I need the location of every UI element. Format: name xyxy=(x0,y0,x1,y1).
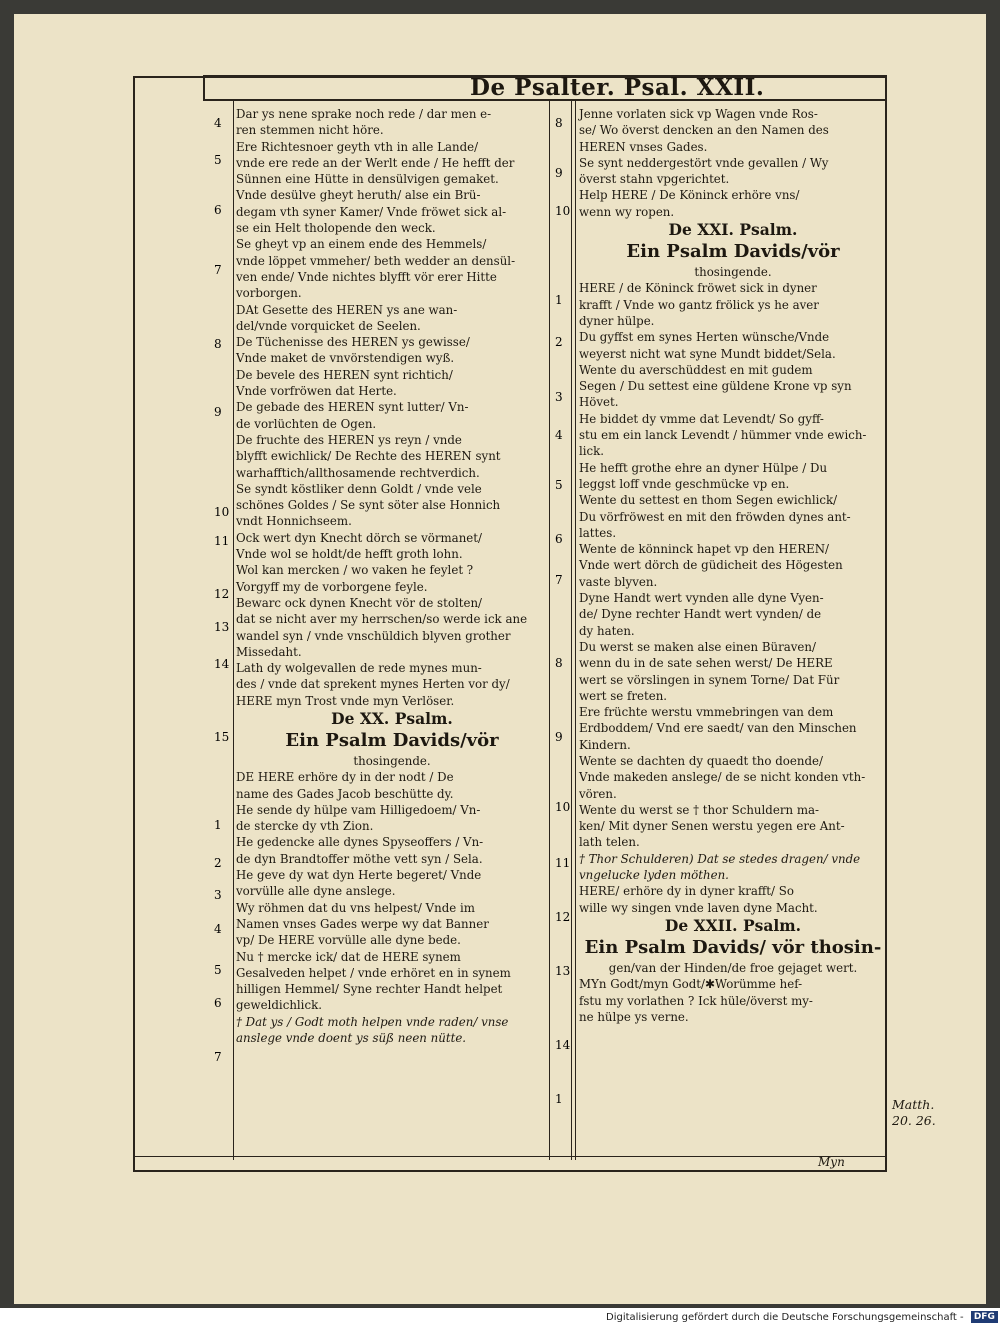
left-verse-rule xyxy=(233,101,234,1160)
text-line: Bewarc ock dynen Knecht vör de stolten/ xyxy=(236,595,483,610)
text-line: wenn du in de sate sehen werst/ De HERE xyxy=(579,656,833,671)
text-line: vnde ere rede an der Werlt ende / He hefft der xyxy=(236,155,515,170)
text-line: Sünnen eine Hütte in densülvigen gemaket. xyxy=(236,172,499,187)
text-line: ven ende/ Vnde nichtes blyfft vör erer Hitte xyxy=(236,269,497,284)
text-line: Gesalveden helpet / vnde erhöret en in synem xyxy=(236,965,511,980)
text-line: de dyn Brandtoffer möthe vett syn / Sela. xyxy=(236,851,483,866)
bottom-rule xyxy=(133,1156,887,1157)
running-title: De Psalter. Psal. XXII. xyxy=(470,74,765,101)
text-line: del/vnde vorquicket de Seelen. xyxy=(236,318,421,333)
text-line: Erdboddem/ Vnd ere saedt/ van den Minschen xyxy=(579,721,857,736)
verse-number: 1 xyxy=(555,1092,563,1106)
psalm-subheading: Ein Psalm Davids/vör xyxy=(285,729,499,751)
text-line: Se syndt köstliker denn Goldt / vnde vele xyxy=(236,481,482,496)
verse-number: 5 xyxy=(214,963,222,977)
text-line: vndt Honnichseem. xyxy=(236,514,352,529)
verse-number: 1 xyxy=(214,818,222,832)
verse-number: 12 xyxy=(214,587,230,601)
psalm-subtitle: gen/van der Hinden/de froe gejaget wert. xyxy=(608,960,858,975)
text-line: vnde löppet vmmeher/ beth wedder an densül- xyxy=(236,253,516,268)
text-line: dy haten. xyxy=(579,623,635,638)
text-line: Dar ys nene sprake noch rede / dar men e- xyxy=(236,107,492,121)
text-line: blyfft ewichlick/ De Rechte des HEREN synt xyxy=(236,449,501,464)
verse-number: 4 xyxy=(214,922,222,936)
text-line: Se gheyt vp an einem ende des Hemmels/ xyxy=(236,237,487,252)
column-divider-right xyxy=(575,101,576,1160)
text-line: Namen vnses Gades werpe wy dat Banner xyxy=(236,916,489,931)
verse-number: 5 xyxy=(555,478,563,492)
text-line: schönes Goldes / Se synt söter alse Honnich xyxy=(236,498,501,513)
verse-number: 14 xyxy=(555,1038,571,1052)
text-line: wille wy singen vnde laven dyne Macht. xyxy=(579,900,818,915)
verse-number: 6 xyxy=(214,203,222,217)
verse-number: 1 xyxy=(555,293,563,307)
text-line: wandel syn / vnde vnschüldich blyven grother xyxy=(236,628,511,643)
text-line: He sende dy hülpe vam Hilligedoem/ Vn- xyxy=(236,802,481,817)
text-line: des / vnde dat sprekent mynes Herten vor dy/ xyxy=(236,677,510,692)
psalm-subtitle: thosingende. xyxy=(694,265,772,280)
verse-number: 9 xyxy=(555,166,563,180)
verse-number: 13 xyxy=(555,964,571,978)
text-line: vaste blyven. xyxy=(579,574,658,589)
verse-number: 8 xyxy=(555,116,563,130)
right-verse-rule xyxy=(571,101,572,1160)
digitization-footer xyxy=(606,1311,998,1323)
catchword: Myn xyxy=(818,1155,845,1169)
text-line: Vnde desülve gheyt heruth/ alse ein Brü- xyxy=(236,188,481,203)
verse-number: 4 xyxy=(555,428,563,442)
margin-reference: Matth. 20. 26. xyxy=(892,1097,936,1128)
text-line: lattes. xyxy=(579,525,617,540)
text-line: Ock wert dyn Knecht dörch se vörmanet/ xyxy=(236,530,482,545)
text-line: Hövet. xyxy=(579,395,619,410)
text-line: dyner hülpe. xyxy=(579,313,655,328)
verse-number: 7 xyxy=(214,1050,222,1064)
verse-number: 11 xyxy=(555,856,571,870)
verse-number: 10 xyxy=(555,800,571,814)
verse-number: 7 xyxy=(555,573,563,587)
text-line: Nu † mercke ick/ dat de HERE synem xyxy=(236,949,461,964)
text-line: de stercke dy vth Zion. xyxy=(236,819,374,834)
text-line: MYn Godt/myn Godt/✱Worümme hef- xyxy=(579,977,803,992)
text-line: vorborgen. xyxy=(236,286,302,301)
text-line: He biddet dy vmme dat Levendt/ So gyff- xyxy=(579,411,824,426)
text-line: HEREN vnses Gades. xyxy=(579,139,708,154)
text-line: HERE myn Trost vnde myn Verlöser. xyxy=(236,693,455,708)
psalm-subheading: Ein Psalm Davids/vör xyxy=(626,241,840,263)
verse-number: 10 xyxy=(555,204,571,218)
text-line: Du vörfröwest en mit den fröwden dynes ant- xyxy=(579,509,851,524)
text-line: Help HERE / De Köninck erhöre vns/ xyxy=(579,188,800,203)
text-line: Ere früchte werstu vmmebringen van dem xyxy=(579,705,834,720)
text-line: name des Gades Jacob beschütte dy. xyxy=(236,786,454,801)
text-line: He geve dy wat dyn Herte begeret/ Vnde xyxy=(236,868,482,883)
text-line: Se synt neddergestört vnde gevallen / Wy xyxy=(579,155,829,170)
text-line: de vorlüchten de Ogen. xyxy=(236,416,377,431)
text-line: de/ Dyne rechter Handt wert vynden/ de xyxy=(579,607,822,622)
verse-number: 13 xyxy=(214,620,230,634)
verse-number: 5 xyxy=(214,153,222,167)
text-line: Wy röhmen dat du vns helpest/ Vnde im xyxy=(236,900,475,915)
psalm-subheading: Ein Psalm Davids/ vör thosin- xyxy=(584,936,882,958)
text-line: Vorgyff my de vorborgene feyle. xyxy=(236,579,428,594)
verse-number: 3 xyxy=(214,888,222,902)
left-column xyxy=(236,106,548,1046)
verse-number: 10 xyxy=(214,505,230,519)
text-line: wert se vörslingen in synem Torne/ Dat Für xyxy=(579,672,840,687)
verse-number: 8 xyxy=(214,337,222,351)
text-line: Wente du settest en thom Segen ewichlick/ xyxy=(579,493,838,508)
text-line: vorvülle alle dyne anslege. xyxy=(236,884,396,899)
text-line: DE HERE erhöre dy in der nodt / De xyxy=(236,770,454,785)
verse-number: 8 xyxy=(555,656,563,670)
right-column xyxy=(579,106,887,1025)
footnote: † Thor Schulderen) Dat se stedes dragen/ vnde vngelucke lyden möthen. xyxy=(579,851,861,883)
text-line: fstu my vorlathen ? Ick hüle/överst my- xyxy=(579,993,813,1008)
verse-number: 14 xyxy=(214,657,230,671)
text-line: stu em ein lanck Levendt / hümmer vnde ewich- xyxy=(579,428,867,443)
verse-number: 7 xyxy=(214,263,222,277)
text-line: ne hülpe ys verne. xyxy=(579,1009,689,1024)
text-line: He gedencke alle dynes Spyseoffers / Vn- xyxy=(236,835,484,850)
psalm-heading: De XX. Psalm. xyxy=(331,708,453,728)
right-lines-4 xyxy=(579,976,887,1025)
text-line: Vnde makeden anslege/ de se nicht konden vth- xyxy=(579,770,866,785)
text-line: hilligen Hemmel/ Syne rechter Handt helpet xyxy=(236,982,503,997)
text-line: De gebade des HEREN synt lutter/ Vn- xyxy=(236,400,469,415)
text-line: överst stahn vpgerichtet. xyxy=(579,172,730,187)
verse-number: 9 xyxy=(214,405,222,419)
text-line: Wente du werst se † thor Schuldern ma- xyxy=(579,802,820,817)
text-line: Wol kan mercken / wo vaken he feylet ? xyxy=(236,563,474,578)
text-line: warhafftich/allthosamende rechtverdich. xyxy=(236,465,480,480)
verse-number: 15 xyxy=(214,730,230,744)
header-rule xyxy=(203,75,205,101)
text-line: Kindern. xyxy=(579,737,631,752)
psalm-subtitle: thosingende. xyxy=(353,753,431,768)
text-line: Vnde maket de vnvörstendigen wyß. xyxy=(236,351,455,366)
text-line: ken/ Mit dyner Senen werstu yegen ere Ant- xyxy=(579,819,845,834)
text-line: Jenne vorlaten sick vp Wagen vnde Ros- xyxy=(579,107,818,121)
text-line: lath telen. xyxy=(579,835,640,850)
text-line: He hefft grothe ehre an dyner Hülpe / Du xyxy=(579,460,828,475)
text-line: Dyne Handt wert vynden alle dyne Vyen- xyxy=(579,591,824,606)
text-line: Missedaht. xyxy=(236,644,302,659)
text-line: ren stemmen nicht höre. xyxy=(236,123,384,138)
text-line: HERE/ erhöre dy in dyner krafft/ So xyxy=(579,884,794,899)
verse-number: 2 xyxy=(555,335,563,349)
verse-number: 6 xyxy=(214,996,222,1010)
right-lines-3 xyxy=(579,883,887,916)
text-line: Vnde vorfröwen dat Herte. xyxy=(236,384,397,399)
text-line: Vnde wol se holdt/de hefft groth lohn. xyxy=(236,547,463,562)
text-line: vören. xyxy=(579,786,617,801)
right-lines-1 xyxy=(579,106,887,220)
text-line: Ere Richtesnoer geyth vth in alle Lande/ xyxy=(236,139,479,154)
text-line: vp/ De HERE vorvülle alle dyne bede. xyxy=(236,933,461,948)
text-line: Lath dy wolgevallen de rede mynes mun- xyxy=(236,661,482,676)
text-line: Du gyffst em synes Herten wünsche/Vnde xyxy=(579,330,830,345)
text-line: De Tüchenisse des HEREN ys gewisse/ xyxy=(236,335,470,350)
text-line: HERE / de Köninck fröwet sick in dyner xyxy=(579,281,817,296)
column-divider-left xyxy=(549,101,550,1160)
text-line: DAt Gesette des HEREN ys ane wan- xyxy=(236,302,458,317)
text-line: Wente du averschüddest en mit gudem xyxy=(579,362,813,377)
verse-number: 12 xyxy=(555,910,571,924)
text-line: degam vth syner Kamer/ Vnde fröwet sick al- xyxy=(236,204,507,219)
text-line: Segen / Du settest eine güldene Krone vp syn xyxy=(579,379,852,394)
footnote: † Dat ys / Godt moth helpen vnde raden/ vnse anslege vnde doent ys süß neen nütte. xyxy=(236,1014,509,1046)
text-line: se/ Wo överst dencken an den Namen des xyxy=(579,123,829,138)
left-lines-1 xyxy=(236,106,548,709)
text-line: wert se freten. xyxy=(579,688,668,703)
text-line: De bevele des HEREN synt richtich/ xyxy=(236,367,453,382)
text-line: geweldichlick. xyxy=(236,998,322,1013)
verse-number: 9 xyxy=(555,730,563,744)
text-line: Du werst se maken alse einen Büraven/ xyxy=(579,639,816,654)
text-line: se ein Helt tholopende den weck. xyxy=(236,221,436,236)
text-line: leggst loff vnde geschmücke vp en. xyxy=(579,476,790,491)
text-line: dat se nicht aver my herrschen/so werde ick ane xyxy=(236,612,528,627)
verse-number: 2 xyxy=(214,856,222,870)
text-line: Vnde wert dörch de güdicheit des Högesten xyxy=(579,558,843,573)
dfg-logo-icon: DFG xyxy=(971,1311,998,1323)
text-line: Wente de könninck hapet vp den HEREN/ xyxy=(579,542,830,557)
verse-number: 3 xyxy=(555,390,563,404)
footer-text: Digitalisierung gefördert durch die Deutsche Forschungsgemeinschaft - xyxy=(606,1312,964,1323)
text-line: De fruchte des HEREN ys reyn / vnde xyxy=(236,432,462,447)
text-line: weyerst nicht wat syne Mundt biddet/Sela. xyxy=(579,346,836,361)
text-line: krafft / Vnde wo gantz frölick ys he aver xyxy=(579,297,819,312)
verse-number: 4 xyxy=(214,116,222,130)
text-line: Wente se dachten dy quaedt tho doende/ xyxy=(579,753,823,768)
text-line: wenn wy ropen. xyxy=(579,204,675,219)
verse-number: 6 xyxy=(555,532,563,546)
psalm-heading: De XXII. Psalm. xyxy=(664,915,802,935)
left-lines-2 xyxy=(236,769,548,1013)
verse-number: 11 xyxy=(214,534,230,548)
psalm-heading: De XXI. Psalm. xyxy=(668,220,798,240)
right-lines-2 xyxy=(579,280,887,850)
text-line: lick. xyxy=(579,444,605,459)
